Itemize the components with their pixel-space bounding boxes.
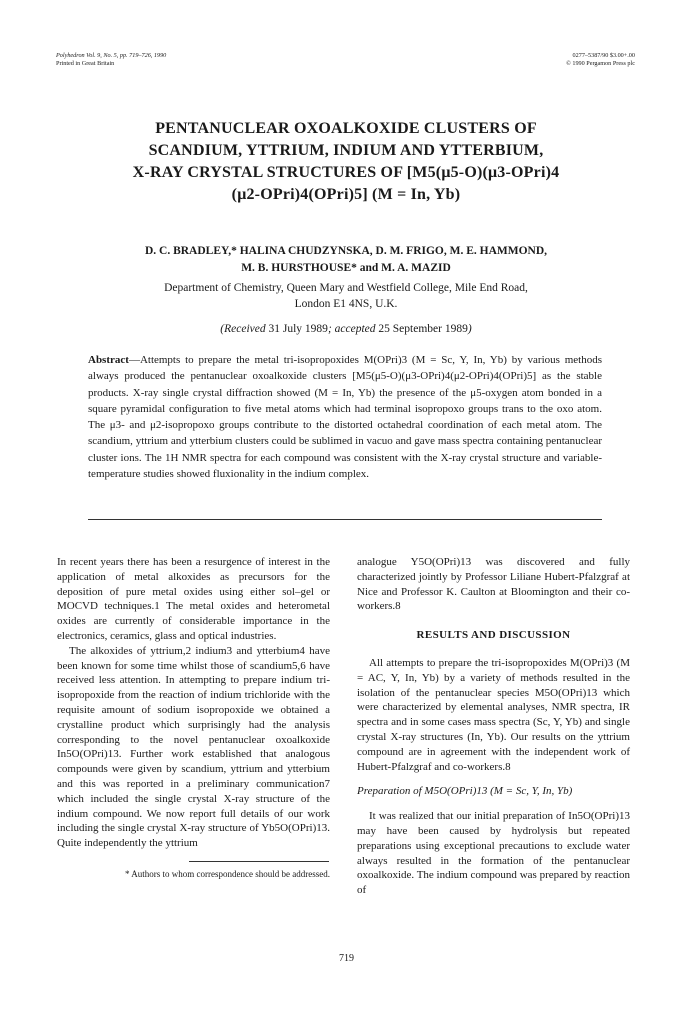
results-paragraph-2: It was realized that our initial preparation of In5O(OPri)13 may have been caused by hydrolysis but repeated preparations using exceptional precautions to exclude water always resulted in the formation of the pentanuclear oxoalkoxide. The indium compound was prepared by reaction of <box>357 810 630 897</box>
subsection-heading: Preparation of M5O(OPri)13 (M = Sc, Y, In, Yb) <box>357 785 573 798</box>
received-label: Received <box>224 323 266 335</box>
copyright-info <box>491 52 635 68</box>
article-title <box>66 118 626 206</box>
left-column <box>57 555 330 880</box>
accepted-label: accepted <box>334 323 376 335</box>
received-dates: (Received 31 July 1989; accepted 25 September 1989) <box>220 323 472 335</box>
section-heading: RESULTS AND DISCUSSION <box>416 629 571 642</box>
title-line-3: X-RAY CRYSTAL STRUCTURES OF [M5(μ5-O)(μ3-OPri)4 <box>132 164 560 181</box>
accepted-date: 25 September 1989 <box>378 323 468 335</box>
affiliation <box>66 280 626 312</box>
journal-info <box>56 52 166 68</box>
intro-paragraph-3: analogue Y5O(OPri)13 was discovered and fully characterized jointly by Professor Liliane Hubert-Pfalzgraf at Nice and Professor K. Caulton at Bloomington and their co-workers.8 <box>357 556 630 613</box>
authors-line-1: D. C. BRADLEY,* HALINA CHUDZYNSKA, D. M. FRIGO, M. E. HAMMOND, <box>144 245 548 257</box>
authors-line-2: M. B. HURSTHOUSE* and M. A. MAZID <box>241 262 451 274</box>
right-column <box>357 555 630 898</box>
copyright-line: © 1990 Pergamon Press plc <box>566 60 635 67</box>
received-date: 31 July 1989 <box>268 323 328 335</box>
abstract-label: Abstract <box>88 354 129 366</box>
abstract-text: —Attempts to prepare the metal tri-isopropoxides M(OPri)3 (M = Sc, Y, In, Yb) by various methods always produced the pentanuclear oxoalkoxide clusters [M5(μ5-O)(μ3-OPri)4(μ2-OPri)4(OPri)5] as the stable products. X-ray single crystal diffraction showed (M = In, Yb) the presence of the μ5-oxygen atom bonded in a square pyramidal configuration to five metal atoms which had terminal isopropoxo groups trans to the oxo atom. The μ3- and μ2-isopropoxo groups contribute to the distorted octahedral coordination of each metal atom. The scandium, yttrium and ytterbium clusters could be sublimed in vacuo and gave mass spectra containing pentanuclear cluster ions. The 1H NMR spectra for each compound was consistent with the X-ray crystal structure and variable-temperature studies showed fluxionality in the indium complex. <box>88 354 602 481</box>
title-line-1: PENTANUCLEAR OXOALKOXIDE CLUSTERS OF <box>155 120 537 137</box>
abstract <box>88 352 602 482</box>
issn-line: 0277–5387/90 $3.00+.00 <box>572 52 635 59</box>
author-list <box>66 243 626 277</box>
journal-line: Polyhedron Vol. 9, No. 5, pp. 719–726, 1990 <box>56 52 167 59</box>
affiliation-line-1: Department of Chemistry, Queen Mary and Westfield College, Mile End Road, <box>164 282 528 294</box>
intro-paragraph-2: The alkoxides of yttrium,2 indium3 and ytterbium4 have been known for some time whilst those of scandium5,6 have received less attention. In attempting to prepare indium tri-isopropoxide from the reaction of indium trichloride with the requisite amount of sodium isopropoxide we obtained a crystalline product which surprisingly had the analysis corresponding to the novel pentanuclear oxoalkoxide In5O(OPri)13. Further work established that analogous compounds were given by scandium, yttrium and ytterbium and this was reported in a preliminary communication7 which included the single crystal X-ray structure of the indium compound. We now report full details of our work including the single crystal X-ray structure of Yb5O(OPri)13. Quite independently the yttrium <box>57 644 330 850</box>
title-line-2: SCANDIUM, YTTRIUM, INDIUM AND YTTERBIUM, <box>148 142 544 159</box>
printed-line: Printed in Great Britain <box>56 60 115 67</box>
abstract-divider <box>88 519 602 520</box>
results-paragraph-1: All attempts to prepare the tri-isopropoxides M(OPri)3 (M = AC, Y, In, Yb) by a variety of methods resulted in the isolation of the pentanuclear species M5O(OPri)13 which were characterized by elemental analyses, NMR spectra, IR spectra and in some cases mass spectra (Sc, Y, Yb) and single crystal X-ray structures (In, Yb). Our results on the yttrium compound are in agreement with the independent work of Hubert-Pfalzgraf and co-workers.8 <box>357 656 630 773</box>
title-line-4: (μ2-OPri)4(OPri)5] (M = In, Yb) <box>231 186 461 203</box>
footnote: * Authors to whom correspondence should be addressed. <box>125 868 330 879</box>
affiliation-line-2: London E1 4NS, U.K. <box>294 298 398 310</box>
intro-paragraph-1: In recent years there has been a resurgence of interest in the application of metal alkoxides as precursors for the deposition of pure metal oxides using either sol–gel or MOCVD techniques.1 The metal oxides and heterometal oxides are currently of considerable importance in the electronics, ceramics, glass and optical industries. <box>57 556 330 642</box>
page-number: 719 <box>339 953 354 964</box>
footnote-divider <box>189 861 329 862</box>
